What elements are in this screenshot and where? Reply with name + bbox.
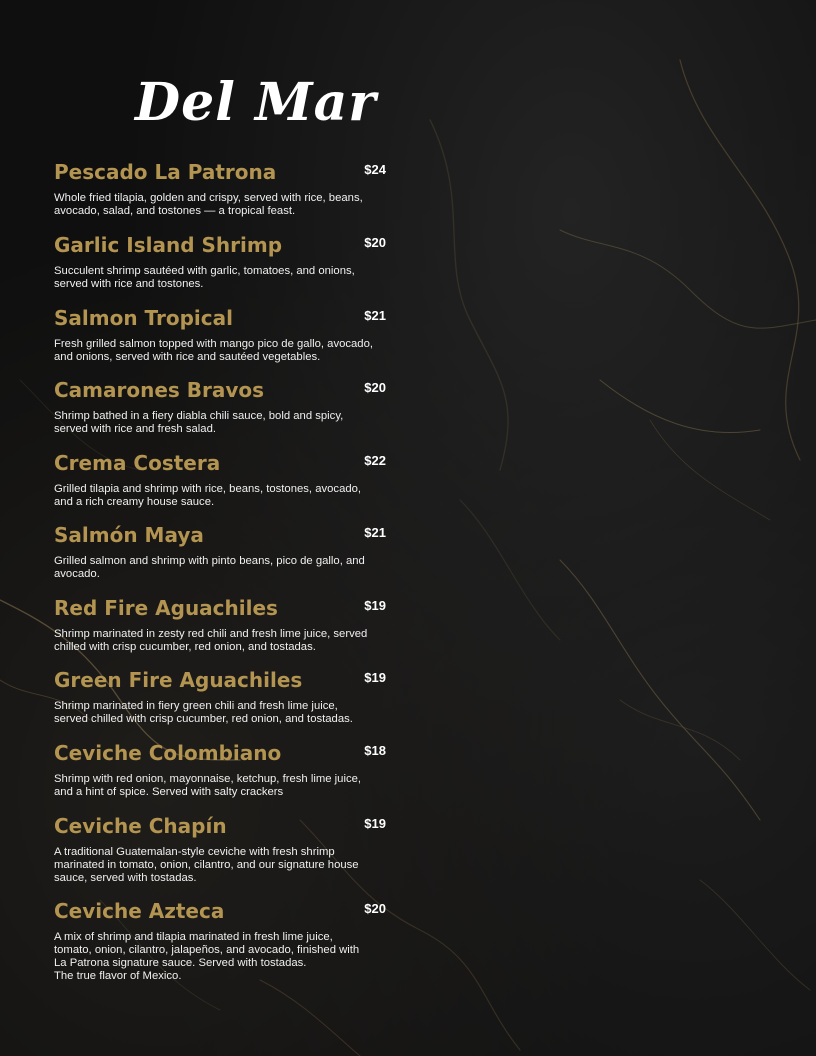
item-description: Fresh grilled salmon topped with mango pico de gallo, avocado, and onions, served with rice and sautéed vegetables. (54, 338, 374, 363)
item-name: Red Fire Aguachiles (54, 596, 278, 620)
item-description: Whole fried tilapia, golden and crispy, served with rice, beans, avocado, salad, and tostones — a tropical feast. (54, 192, 363, 217)
menu-item (54, 667, 388, 726)
item-name: Green Fire Aguachiles (54, 668, 303, 692)
item-name: Ceviche Colombiano (54, 741, 282, 765)
item-description: Grilled salmon and shrimp with pinto beans, pico de gallo, and avocado. (54, 555, 365, 580)
menu-item (54, 450, 388, 509)
item-name: Ceviche Azteca (54, 899, 225, 923)
menu-item (54, 813, 388, 885)
menu-item (54, 377, 388, 436)
item-price: $19 (364, 670, 386, 685)
item-price: $20 (364, 380, 386, 395)
menu-item (54, 305, 388, 364)
menu-item (54, 898, 388, 983)
item-price: $20 (364, 901, 386, 916)
item-description: Grilled tilapia and shrimp with rice, beans, tostones, avocado, and a rich creamy house sauce. (54, 483, 362, 508)
item-price: $19 (364, 816, 386, 831)
item-description: A traditional Guatemalan-style ceviche with fresh shrimp marinated in tomato, onion, cilantro, and our signature house sauce, served with tostadas. (54, 846, 359, 884)
item-name: Ceviche Chapín (54, 814, 227, 838)
item-price: $19 (364, 598, 386, 613)
item-description: Shrimp with red onion, mayonnaise, ketchup, fresh lime juice, and a hint of spice. Served with salty crackers (54, 773, 362, 798)
item-name: Salmón Maya (54, 523, 204, 547)
item-price: $20 (364, 235, 386, 250)
menu-item (54, 159, 388, 218)
menu-item (54, 522, 388, 581)
item-price: $24 (364, 162, 386, 177)
item-name: Salmon Tropical (54, 306, 233, 330)
item-name: Garlic Island Shrimp (54, 233, 283, 257)
item-description: Shrimp marinated in fiery green chili and fresh lime juice, served chilled with crisp cucumber, red onion, and tostadas. (54, 700, 353, 725)
item-description: Shrimp bathed in a fiery diabla chili sauce, bold and spicy, served with rice and fresh salad. (54, 410, 344, 435)
item-description: A mix of shrimp and tilapia marinated in fresh lime juice, tomato, onion, cilantro, jalapeños, and avocado, finished with La Patrona signature sauce. Served with tostadas. The true flavor of Mexico. (54, 931, 360, 982)
item-name: Camarones Bravos (54, 378, 265, 402)
item-price: $22 (364, 453, 386, 468)
menu-item (54, 595, 388, 654)
item-description: Shrimp marinated in zesty red chili and fresh lime juice, served chilled with crisp cucumber, red onion, and tostadas. (54, 628, 368, 653)
menu-item (54, 740, 388, 799)
item-name: Crema Costera (54, 451, 221, 475)
item-description: Succulent shrimp sautéed with garlic, tomatoes, and onions, served with rice and tostones. (54, 265, 355, 290)
section-title: Del Mar (135, 72, 377, 133)
item-price: $21 (364, 308, 386, 323)
item-name: Pescado La Patrona (54, 160, 277, 184)
item-price: $18 (364, 743, 386, 758)
item-price: $21 (364, 525, 386, 540)
menu-item (54, 232, 388, 291)
